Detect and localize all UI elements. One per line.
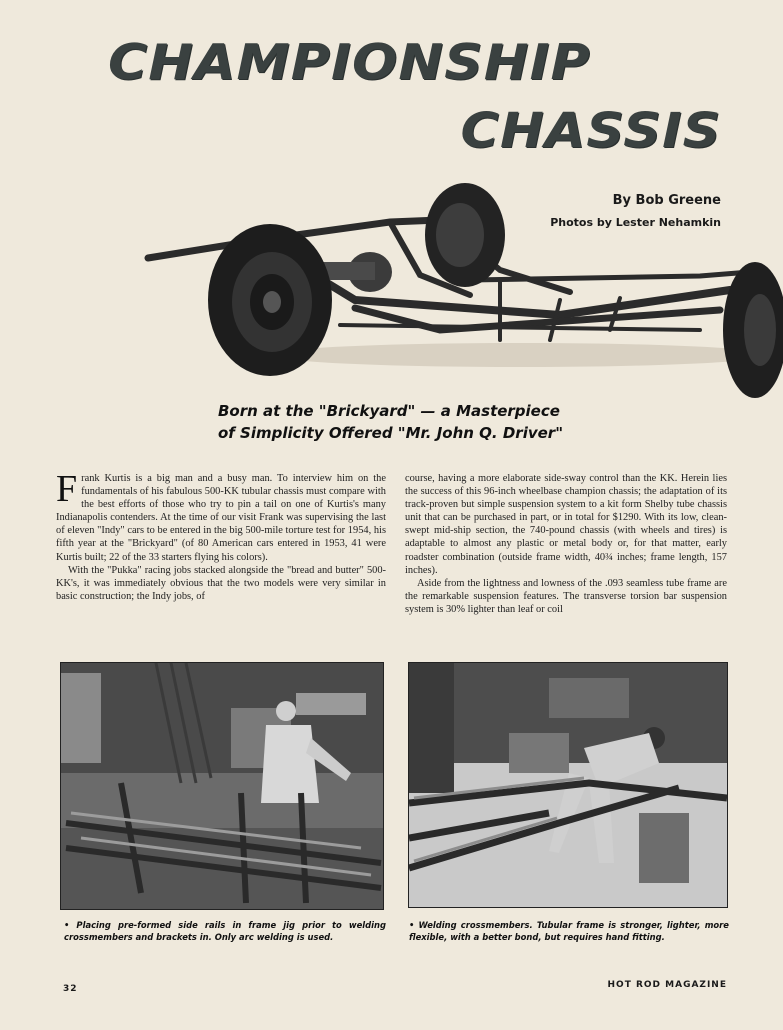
subhead-line-1: Born at the "Brickyard" — a Masterpiece bbox=[218, 402, 560, 420]
page-number: 32 bbox=[63, 984, 78, 994]
magazine-name: HOT ROD MAGAZINE bbox=[607, 980, 727, 990]
body-column-left bbox=[56, 468, 386, 603]
body-paragraph: Aside from the lightness and lowness of the .093 seamless tube frame are the remarkable suspension features. The transverse torsion bar suspension system is 30% lighter than leaf or coil bbox=[405, 577, 727, 615]
body-column-right bbox=[405, 472, 727, 616]
title-line-2: CHASSIS bbox=[460, 103, 721, 159]
subheadline bbox=[218, 400, 638, 444]
subhead-line-2: of Simplicity Offered "Mr. John Q. Driver" bbox=[218, 424, 564, 442]
photo-credit: Photos by Lester Nehamkin bbox=[550, 216, 721, 229]
title-line-1: CHAMPIONSHIP bbox=[108, 34, 591, 91]
body-paragraph: With the "Pukka" racing jobs stacked alongside the "bread and butter" 500-KK's, it was immediately obvious that the two models were very similar in basic construction; the Indy jobs, of bbox=[56, 564, 386, 602]
workshop-photo-jig bbox=[60, 662, 384, 910]
workshop-photo-welding bbox=[408, 662, 728, 908]
body-text: rank Kurtis is a big man and a busy man. To interview him on the fundamentals of his fabulous 500-KK tubular chassis must compare with the best efforts of those who try to pin a tail on one of Kurtis's many Indianapolis contenders. At the time of our visit Frank was supervising the last of eleven "Indy" cars to be entered in the big 500-mile torture test for 1954, his fifth year at the "Brickyard" (of 80 American cars entered in 1953, 41 were Kurtis built; 22 of the 33 starters flying his colors). bbox=[56, 473, 386, 563]
photo-caption: • Welding crossmembers. Tubular frame is stronger, lighter, more flexible, with a better bond, but requires hand fitting. bbox=[409, 920, 729, 942]
drop-cap: F bbox=[56, 468, 78, 510]
photo-caption: • Placing pre-formed side rails in frame jig prior to welding crossmembers and brackets in. Only arc welding is used. bbox=[64, 920, 386, 942]
body-paragraph bbox=[56, 468, 386, 564]
body-paragraph: course, having a more elaborate side-sway control than the KK. Herein lies the success of this 96-inch wheelbase champion chassis; the adaptation of its track-proven but simple suspension system to a kit form Shelby tube chassis unit that can be purchased in part, or in total for $1290. With its low, clean-swept mid-ship section, the 740-pound chassis (with wheels and tires) is adaptable to almost any plastic or metal body or, for that matter, early roadster combination (outside frame width, 40¾ inches; frame length, 157 inches). bbox=[405, 473, 727, 576]
author-byline: By Bob Greene bbox=[612, 193, 721, 208]
